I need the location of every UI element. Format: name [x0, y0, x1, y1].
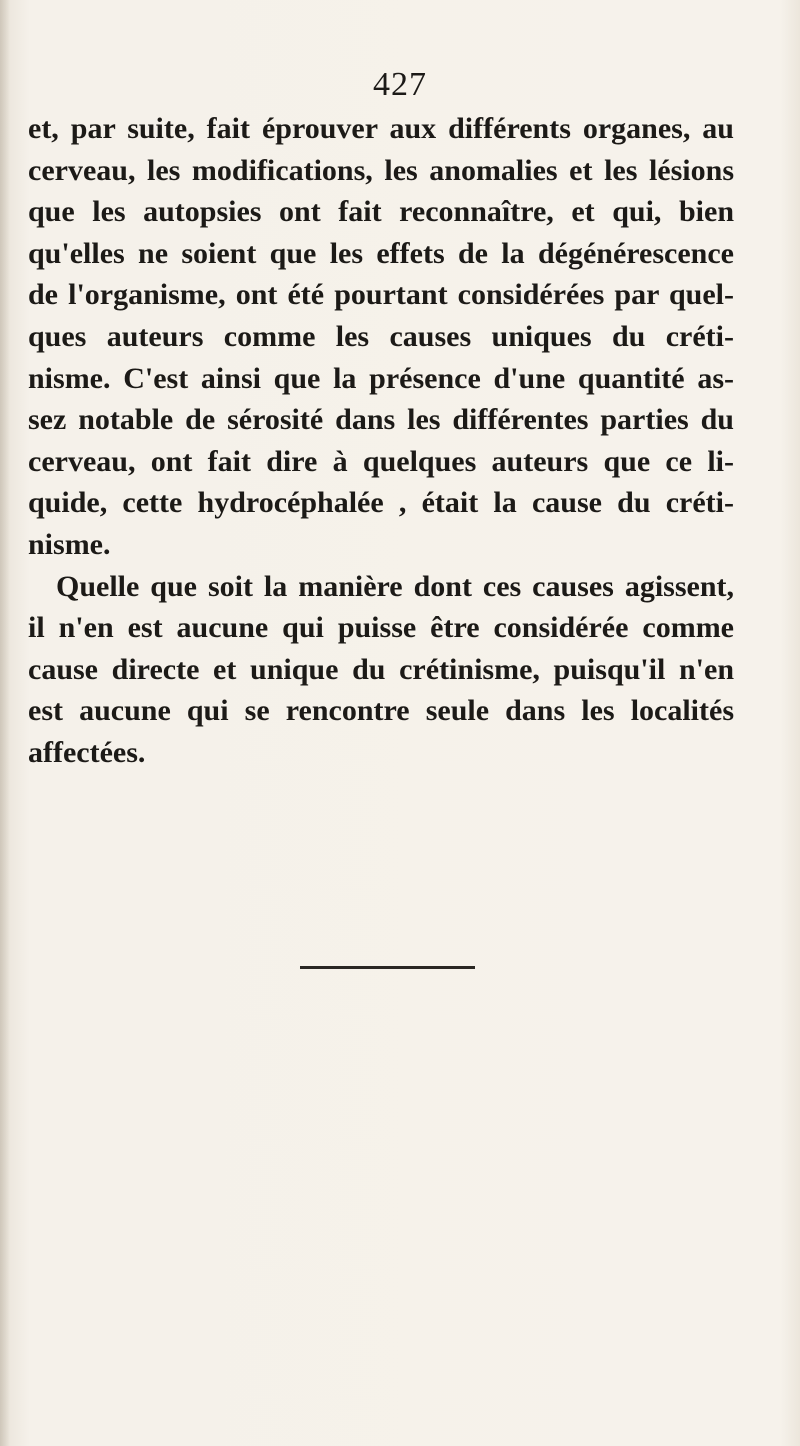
text-line: quide, cette hydrocéphalée , était la cause du créti-	[28, 486, 734, 520]
text-line: de l'organisme, ont été pourtant considérées par quel-	[28, 278, 734, 312]
page-number: 427	[373, 66, 427, 103]
text-line: et, par suite, fait éprouver aux différents organes, au	[28, 112, 734, 145]
text-line: qu'elles ne soient que les effets de la dégénérescence	[28, 236, 734, 270]
text-line: ques auteurs comme les causes uniques du créti-	[28, 319, 734, 353]
text-line: cerveau, les modifications, les anomalies et les lésions	[28, 153, 734, 187]
text-line: que les autopsies ont fait reconnaître, et qui, bien	[28, 195, 734, 229]
text-line: nisme. C'est ainsi que la présence d'une quantité as-	[28, 361, 734, 395]
text-line: cause directe et unique du crétinisme, puisqu'il n'en	[28, 652, 734, 686]
text-line: sez notable de sérosité dans les différentes parties du	[28, 403, 734, 437]
text-line: cerveau, ont fait dire à quelques auteurs que ce li-	[28, 444, 734, 478]
text-line: il n'en est aucune qui puisse être considérée comme	[28, 611, 734, 645]
text-line: nisme.	[28, 527, 111, 561]
page-gutter-shadow	[0, 0, 10, 1446]
text-line: affectées.	[28, 735, 146, 769]
body-text	[28, 108, 734, 774]
text-line: Quelle que soit la manière dont ces causes agissent,	[56, 569, 734, 603]
end-rule	[300, 966, 475, 969]
text-line: est aucune qui se rencontre seule dans les localités	[28, 694, 734, 728]
